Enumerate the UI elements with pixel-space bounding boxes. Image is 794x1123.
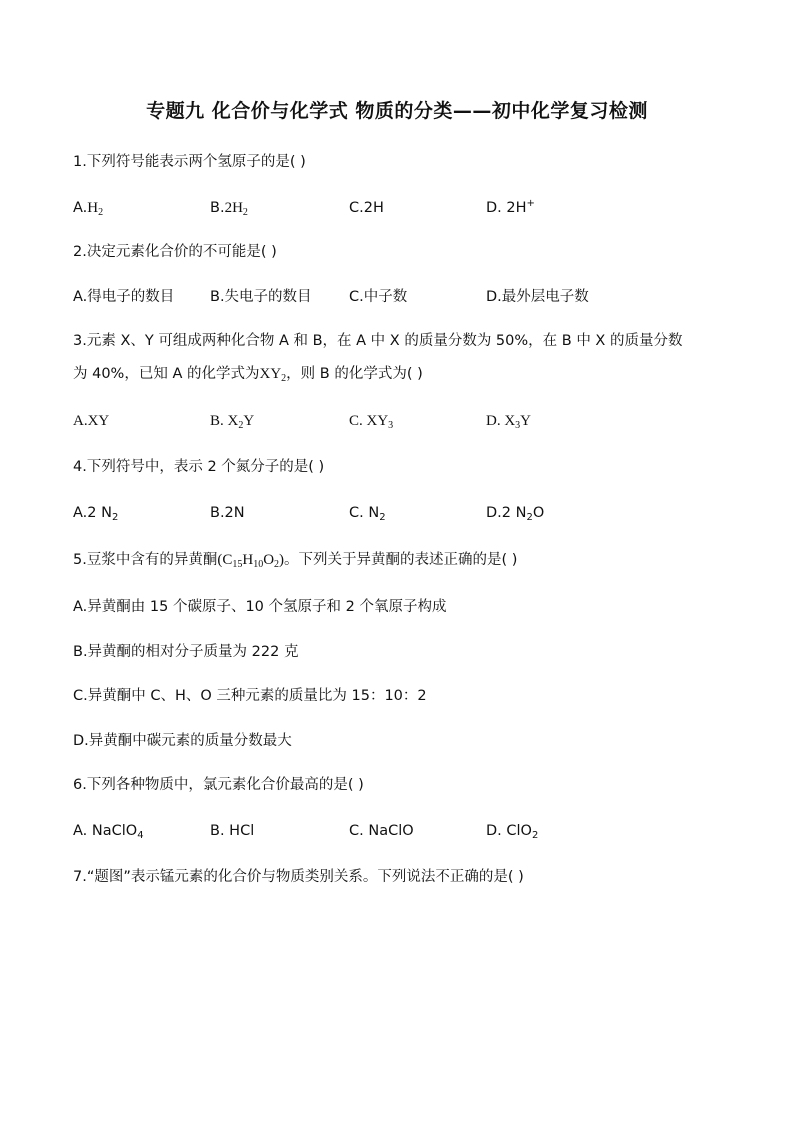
q5-option-d: D.异黄酮中碳元素的质量分数最大: [73, 733, 292, 749]
q1-option-a: $A.H_2$: [73, 200, 104, 218]
page-title: 专题九 化合价与化学式 物质的分类——初中化学复习检测: [146, 100, 648, 122]
q4-option-a: A.2 $N_2$: [73, 505, 119, 523]
question-2-stem: 2.决定元素化合价的不可能是( ): [73, 244, 277, 260]
question-6-stem: 6.下列各种物质中，氯元素化合价最高的是( ): [73, 777, 364, 793]
q3-option-c: C. $XY_3$: [349, 413, 394, 431]
q5-option-c: C.异黄酮中 C、H、O 三种元素的质量比为 15：10：2: [73, 688, 427, 704]
q4-option-c: C. $N_2$: [349, 505, 386, 523]
question-3-stem-line-1: 3.元素 X、Y 可组成两种化合物 A 和 B，在 A 中 X 的质量分数为 50%，在 B 中 X 的质量分数: [73, 333, 683, 349]
isoflavone-formula: $(C_{15}H_{10}O_2)$: [217, 552, 285, 570]
q3-option-b: B. $X_2Y$: [210, 413, 255, 431]
q3-option-a: A.XY: [73, 413, 110, 429]
question-1-stem: 1.下列符号能表示两个氢原子的是( ): [73, 154, 306, 170]
q6-option-b: B. HCl: [210, 823, 255, 839]
question-7-stem: 7.“题图”表示锰元素的化合价与物质类别关系。下列说法不正确的是( ): [73, 869, 524, 885]
q2-option-c: C.中子数: [349, 289, 408, 305]
question-5-stem: 5.豆浆中含有的异黄酮$(C_{15}H_{10}O_2)$。下列关于异黄酮的表述正确的是( ): [73, 552, 518, 570]
q6-option-a: A. NaClO$_4$: [73, 823, 144, 841]
q1-option-c: C.2H: [349, 200, 384, 216]
q1-option-b: $B.2H_2$: [210, 200, 248, 218]
q6-option-c: C. NaClO: [349, 823, 414, 839]
q2-option-a: A.得电子的数目: [73, 289, 175, 305]
question-3-stem-line-2: 为 40%，已知 A 的化学式为$XY_2$，则 B 的化学式为( ): [73, 366, 423, 384]
q2-option-d: D.最外层电子数: [486, 289, 589, 305]
q4-option-b: B.2N: [210, 505, 245, 521]
q5-option-b: B.异黄酮的相对分子质量为 222 克: [73, 644, 299, 660]
q3-option-d: D. $X_3Y$: [486, 413, 532, 431]
q6-option-d: D. ClO$_2$: [486, 823, 539, 841]
question-4-stem: 4.下列符号中，表示 2 个氮分子的是( ): [73, 459, 325, 475]
q4-option-d: D.2 $N_2O$: [486, 505, 545, 523]
q1-option-d: D. 2H+: [486, 198, 535, 216]
q5-option-a: A.异黄酮由 15 个碳原子、10 个氢原子和 2 个氧原子构成: [73, 599, 447, 615]
q2-option-b: B.失电子的数目: [210, 289, 312, 305]
